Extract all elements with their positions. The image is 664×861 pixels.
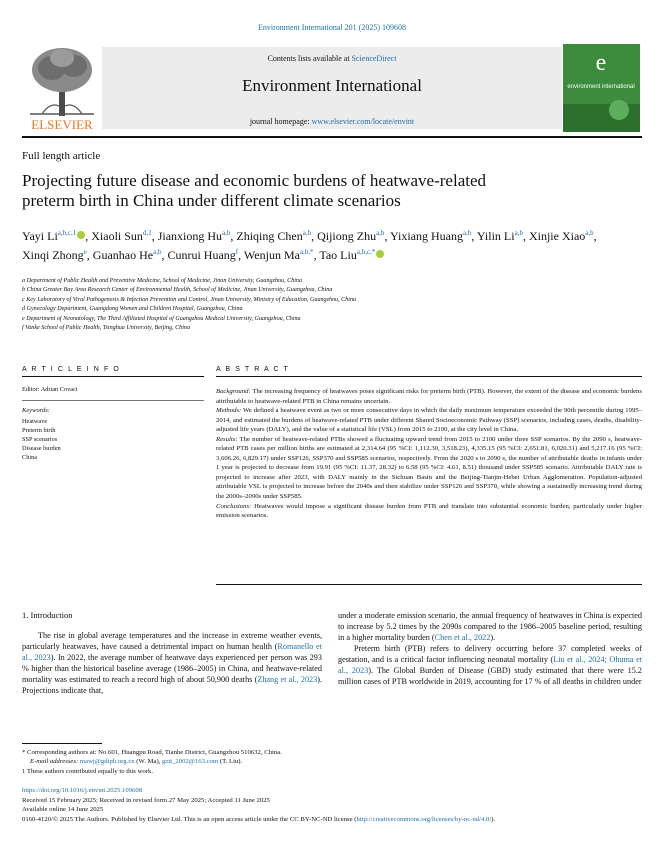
author-name: Xiaoli Sun — [91, 229, 143, 243]
article-info-divider — [22, 400, 204, 401]
affiliation-c: c Key Laboratory of Viral Pathogenesis & Infection Prevention and Control, Jinan University, Ministry of Education, Guangzhou, China — [22, 296, 357, 303]
author-affiliation-marker[interactable]: a,b — [463, 229, 472, 237]
author[interactable] — [22, 248, 87, 262]
journal-citation-line — [0, 23, 664, 32]
received-dates: Received 15 February 2025; Received in revised form 27 May 2025; Accepted 11 June 2025 — [22, 796, 270, 804]
abstract-background — [216, 387, 642, 406]
author[interactable] — [236, 229, 311, 243]
editor-line: Editor: Adrian Covaci — [22, 386, 78, 393]
intro-right-column — [338, 610, 642, 687]
intro-paragraph-1: The rise in global average temperatures and the increase in extreme weather events, particularly heatwaves, have caused a detrimental impact on human health (Romanello et al., 2023). In 2022, the average number of heatwave days experienced per person was 293 % higher than the historical baseline average (1986–2005) in China, and heatwave-related mortality was estimated to reach a record high of about 50,900 deaths (Zhang et al., 2023). Projections indicate that, — [22, 631, 323, 696]
abstract-body — [216, 387, 642, 521]
keyword-item: SSP scenarios — [22, 435, 58, 443]
citation-link[interactable]: Chen et al., 2022 — [434, 633, 491, 643]
keywords-list — [22, 418, 61, 463]
cover-image-icon — [563, 44, 640, 132]
section-heading-introduction: 1. Introduction — [22, 610, 73, 620]
abstract-conclusions — [216, 502, 642, 521]
article-title — [22, 171, 582, 211]
author-affiliation-marker[interactable]: a,b,c,1 — [57, 229, 77, 237]
results-label: Results: — [216, 435, 238, 443]
conclusions-text: Heatwaves would impose a significant disease burden from PTB and translate into substantial economic burden, particularly under higher emission scenarios. — [216, 502, 642, 520]
equal-contribution-note: 1 These authors contributed equally to this work. — [22, 767, 154, 775]
results-text: The number of heatwave-related PTBs showed a fluctuating upward trend from 2015 to 2100 under three SSP scenarios. By the 2090 s, heatwave-related PTB cases per million births are estimated at 2,314.64 (95 %CI: 1,112.30, 3,518.23), 4,335.15 (95 %CI: 2,651.81, 6,020.31) and 5,217.16 (95 %CI: 3,606.26, 6,829.17) under SSP126, SSP370 and SSP585 scenarios, respectively. From the 2020 s to 2090 s, the number of attributable deaths in infants under 1 year is projected to decrease from 19.91 (95 %CI: 11.37, 28.32) to 6.58 (95 %CI: 4.61, 8.51) thousand under SSP585 scenario. Attributable DALY rate is projected to increase after 2023, with DALY mainly in the Sichuan Basin and the Beijing-Tianjin-Hebei Urban Agglomeration. Population-adjusted attributable VSL is projected to increase before the 2040s and then stabilize under SSP126 and SSP370, while showing a sustainedly increasing trend during the 2000s–2090s under SSP585. — [216, 435, 642, 501]
abstract-rule — [216, 376, 642, 377]
author-affiliation-marker[interactable]: a,b — [302, 229, 312, 237]
author[interactable] — [91, 229, 151, 243]
elsevier-logo — [22, 44, 102, 132]
cover-title: environment international — [567, 84, 635, 90]
article-info-heading: A R T I C L E I N F O — [22, 366, 121, 373]
elsevier-wordmark: ELSEVIER — [31, 117, 93, 132]
abstract-methods — [216, 406, 642, 435]
methods-text: We defined a heatwave event as two or more consecutive days in which the daily maximum temperature exceeded the 90th percentile during 1995–2014, and estimated the burdens of heatwave-related PTB under different Shared Socioeconomic Pathway (SSP) scenarios, including cases, deaths, disability-adjusted life years (DALY), and the value of a statistical life (VSL) from 2015 to 2100, at the city level in China. — [216, 407, 642, 434]
author-name: Xinjie Xiao — [528, 229, 586, 243]
author-list: Yayi Li$^{a,b,c,1}$ , Xiaoli Sun$^{d,1}$, Jianxiong Hu$^{a,b}$, Zhiqing Chen$^{a,b}$, Qijiong Zhu$^{a,b}$, Yixiang Huang$^{a,b}$, Yilin Li$^{a,b}$, Xinjie Xiao$^{a,b}$, Xinqi Zhong$^e$, Guanhao He$^{a,b}$, Cunrui Huang$^f$, Wenjun $Ma^{a,b,*}$, Tao Liu$^{a,b,c,*}$ — [22, 229, 597, 262]
author[interactable] — [477, 229, 523, 243]
author-affiliation-marker[interactable]: a,b — [514, 229, 523, 237]
affiliation-d: d Gynecology Department, Guangdong Women and Children Hospital, Guangzhou, China — [22, 306, 243, 313]
methods-label: Methods: — [216, 407, 242, 415]
keyword-item: China — [22, 453, 38, 461]
affiliation-f: f Vanke School of Public Health, Tsinghua University, Beijing, China — [22, 325, 191, 332]
intro-left-column — [22, 630, 322, 696]
author-name: Xinqi Zhong — [22, 248, 84, 262]
corresponding-author-note: * Corresponding authors at: No.601, Huangpu Road, Tianhe District, Guangzhou 510632, China. — [22, 749, 282, 756]
orcid-icon[interactable] — [77, 231, 85, 239]
author[interactable] — [167, 248, 238, 262]
keyword-item: Disease burden — [22, 444, 61, 452]
contents-line — [102, 54, 562, 63]
keyword-item: Preterm birth — [22, 426, 56, 434]
svg-text:e: e — [595, 50, 607, 76]
article-metadata — [22, 786, 642, 824]
author-name: Yayi Li — [22, 229, 58, 243]
license-link[interactable]: http://creativecommons.org/licenses/by-nc-nd/4.0/ — [356, 815, 492, 823]
footnote-rule — [22, 743, 102, 744]
keyword-item: Heatwave — [22, 418, 48, 425]
email-note: E-mail addresses: mawj@gdiph.org.cn (W. Ma), gztt_2002@163.com (T. Liu). — [30, 758, 243, 766]
author[interactable] — [244, 248, 314, 262]
sciencedirect-link[interactable]: ScienceDirect — [351, 54, 397, 63]
author-affiliation-marker[interactable]: a,b — [153, 248, 162, 256]
author[interactable] — [22, 229, 85, 243]
author-affiliation-marker[interactable]: a,b — [376, 229, 385, 237]
author[interactable] — [390, 229, 471, 243]
author-name: Wenjun Ma — [243, 248, 300, 262]
article-info-rule — [22, 376, 204, 377]
author[interactable] — [529, 229, 594, 243]
citation-link[interactable]: Zhang et al., 2023 — [257, 675, 318, 685]
author-name: Tao Liu — [319, 248, 357, 262]
journal-cover — [563, 44, 640, 132]
article-title-line-1: Projecting future disease and economic burdens of heatwave-related — [22, 171, 487, 190]
conclusions-label: Conclusions: — [216, 502, 252, 510]
citation-link[interactable]: Romanello et al., 2023 — [22, 642, 322, 663]
header-rule — [22, 136, 642, 138]
author-affiliation-marker[interactable]: a,b — [585, 229, 594, 237]
article-type: Full length article — [22, 150, 101, 162]
orcid-icon[interactable] — [376, 250, 384, 258]
doi-link[interactable]: https://doi.org/10.1016/j.envint.2025.109608 — [22, 787, 143, 794]
author-affiliation-marker[interactable]: d,1 — [142, 229, 152, 237]
author-name: Zhiqing Chen — [236, 229, 303, 243]
keywords-heading: Keywords: — [22, 407, 50, 414]
journal-title: Environment International — [242, 76, 422, 95]
footnotes — [22, 748, 642, 776]
author[interactable] — [319, 248, 384, 262]
abstract-bottom-rule — [216, 584, 642, 585]
affiliation-b: b China Greater Bay Area Research Center of Environmental Health, School of Medicine, Jinan University, Guangzhou, China — [22, 287, 333, 294]
article-title-line-2: preterm birth in China under different climate scenarios — [22, 191, 401, 210]
background-label: Background: — [216, 388, 251, 395]
homepage-prefix: journal homepage: — [249, 117, 312, 126]
author-affiliation-marker[interactable]: f — [235, 248, 239, 256]
author-name: Yixiang Huang — [390, 229, 463, 243]
affiliation-e: e Department of Neonatology, The Third Affiliated Hospital of Guangzhou Medical University, Guangzhou, China — [22, 315, 301, 322]
intro-paragraph-2: Preterm birth (PTB) refers to delivery occurring before 37 completed weeks of gestation, and is a critical factor influencing neonatal mortality (Liu et al., 2024; Ohuma et al., 2023). The Global Burden of Disease (GBD) study estimated that there were 15.2 million cases of PTB worldwide in 2019, accounting for 17 % of all deaths in children under — [338, 644, 642, 687]
author[interactable] — [317, 229, 384, 243]
email-link[interactable]: gztt_2002@163.com — [162, 758, 219, 766]
license-line: 0160-4120/© 2025 The Authors. Published by Elsevier Ltd. This is an open access article under the CC BY-NC-ND license (http://creativecommons.org/licenses/by-nc-nd/4.0/). — [22, 815, 496, 823]
journal-citation-text[interactable]: Environment International 201 (2025) 109608 — [258, 23, 406, 32]
homepage-line — [102, 117, 562, 126]
abstract-heading: A B S T R A C T — [216, 366, 290, 373]
author-affiliation-marker[interactable]: a,b,c,* — [356, 248, 376, 256]
online-date: Available online 14 June 2025 — [22, 806, 104, 814]
author-affiliation-marker[interactable]: e — [83, 248, 87, 256]
affiliation-a: a Department of Public Health and Preventive Medicine, School of Medicine, Jinan University, Guangzhou, China — [22, 278, 303, 284]
contents-prefix: Contents lists available at — [267, 54, 352, 63]
author-name: Qijiong Zhu — [317, 229, 377, 243]
author-affiliation-marker[interactable]: a,b — [222, 229, 231, 237]
email-link[interactable]: mawj@gdiph.org.cn — [79, 758, 135, 766]
affiliations — [22, 277, 622, 333]
author-affiliation-marker[interactable]: a,b,* — [299, 248, 314, 256]
author-name: Yilin Li — [476, 229, 515, 243]
background-text: The increasing frequency of heatwaves poses significant risks for preterm birth (PTB). However, the extent of the disease and economic burdens attributable to heatwave-related PTB in China remains uncertain. — [216, 388, 642, 405]
author-name: Jianxiong Hu — [157, 229, 223, 243]
author-name: Cunrui Huang — [167, 248, 236, 262]
homepage-link[interactable]: www.elsevier.com/locate/envint — [311, 117, 415, 126]
intro-paragraph-1-cont: under a moderate emission scenario, the annual frequency of heatwaves in China is expected to increase by 5.2 times by the 2090s compared to the 1986–2005 baseline period, resulting in a higher mortality burden (Chen et al., 2022). — [338, 611, 642, 643]
author[interactable] — [93, 248, 162, 262]
abstract-results — [216, 435, 642, 502]
elsevier-tree-icon — [22, 44, 102, 132]
author-name: Guanhao He — [92, 248, 154, 262]
citation-link[interactable]: Liu et al., 2024; Ohuma et al., 2023 — [338, 655, 642, 676]
author[interactable] — [158, 229, 231, 243]
